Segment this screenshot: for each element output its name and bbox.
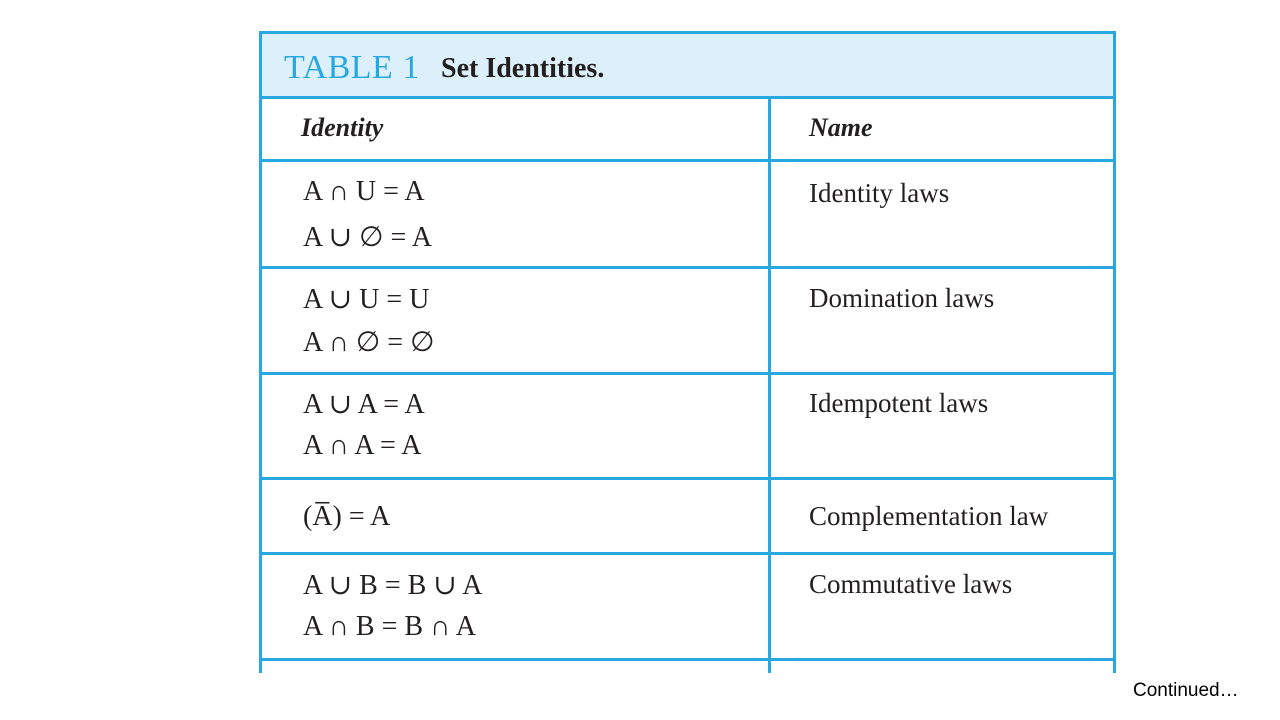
identity-expression: A ∪ A = A [303,389,425,420]
row-divider [259,372,1116,375]
identity-expression: A ∩ ∅ = ∅ [303,327,435,358]
continued-note: Continued… [1133,680,1239,701]
column-divider [768,97,771,673]
row-divider [259,266,1116,269]
identity-expression: A ∩ U = A [303,176,425,207]
identity-expression: A ∪ B = B ∪ A [303,570,483,601]
table-title: Set Identities. [441,53,605,84]
header-name: Name [809,113,873,142]
law-name: Complementation law [809,501,1049,531]
row-divider [259,658,1116,661]
identity-expression: A ∩ B = B ∩ A [303,611,476,642]
identity-expression: A ∪ ∅ = A [303,222,432,253]
row-divider [259,552,1116,555]
row-divider [259,159,1116,162]
set-identities-table [259,31,1116,673]
table-caption [259,31,1116,99]
table-border-right [1113,97,1116,673]
law-name: Idempotent laws [809,388,989,418]
header-identity: Identity [301,113,384,142]
identity-expression: A ∪ U = U [303,284,430,315]
table-border-left [259,97,262,673]
table-number: TABLE 1 [284,49,420,86]
identity-expression: A ∩ A = A [303,430,422,461]
identity-expression: (A̅̅) = A [303,501,391,532]
law-name: Identity laws [809,178,950,208]
row-divider [259,477,1116,480]
law-name: Commutative laws [809,569,1013,599]
law-name: Domination laws [809,283,995,313]
